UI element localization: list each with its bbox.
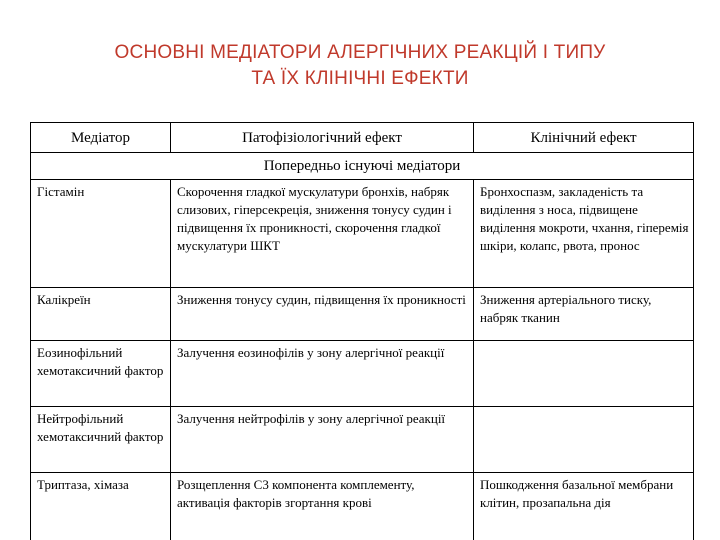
mediator-cell: Гістамін xyxy=(31,180,171,288)
pathophysiological-cell: Залучення еозинофілів у зону алергічної реакції xyxy=(171,341,474,407)
clinical-cell: Бронхоспазм, закладеність та виділення з носа, підвищене виділення мокроти, чхання, гіперемія шкіри, колапс, рвота, пронос xyxy=(474,180,694,288)
title-line-1: ОСНОВНІ МЕДІАТОРИ АЛЕРГІЧНИХ РЕАКЦІЙ І ТИПУ xyxy=(114,42,606,63)
header-clinical-effect: Клінічний ефект xyxy=(474,123,694,153)
header-mediator: Медіатор xyxy=(31,123,171,153)
title-line-2: ТА ЇХ КЛІНІЧНІ ЕФЕКТИ xyxy=(251,68,469,89)
header-pathophysiological-effect: Патофізіологічний ефект xyxy=(171,123,474,153)
pathophysiological-cell: Скорочення гладкої мускулатури бронхів, набряк слизових, гіперсекреція, зниження тонусу судин і підвищення їх проникності, скорочення гладкої мускулатури ШКТ xyxy=(171,180,474,288)
mediator-cell: Нейтрофільний хемотаксичний фактор xyxy=(31,407,171,473)
clinical-cell xyxy=(474,341,694,407)
clinical-cell xyxy=(474,407,694,473)
pathophysiological-cell: Зниження тонусу судин, підвищення їх проникності xyxy=(171,288,474,341)
mediator-cell: Триптаза, хімаза xyxy=(31,473,171,540)
section-row xyxy=(31,153,694,180)
mediator-cell: Калікреїн xyxy=(31,288,171,341)
mediator-cell: Еозинофільний хемотаксичний фактор xyxy=(31,341,171,407)
table-header-row xyxy=(31,123,694,153)
slide-title xyxy=(0,40,720,92)
table-row xyxy=(31,180,694,288)
table-row xyxy=(31,473,694,540)
pathophysiological-cell: Залучення нейтрофілів у зону алергічної реакції xyxy=(171,407,474,473)
table-row xyxy=(31,288,694,341)
clinical-cell: Зниження артеріального тиску, набряк тканин xyxy=(474,288,694,341)
section-label: Попередньо існуючі медіатори xyxy=(31,153,694,180)
pathophysiological-cell: Розщеплення С3 компонента комплементу, активація факторів згортання крові xyxy=(171,473,474,540)
clinical-cell: Пошкодження базальної мембрани клітин, прозапальна дія xyxy=(474,473,694,540)
mediators-table xyxy=(30,122,694,540)
table-row xyxy=(31,341,694,407)
table-row xyxy=(31,407,694,473)
